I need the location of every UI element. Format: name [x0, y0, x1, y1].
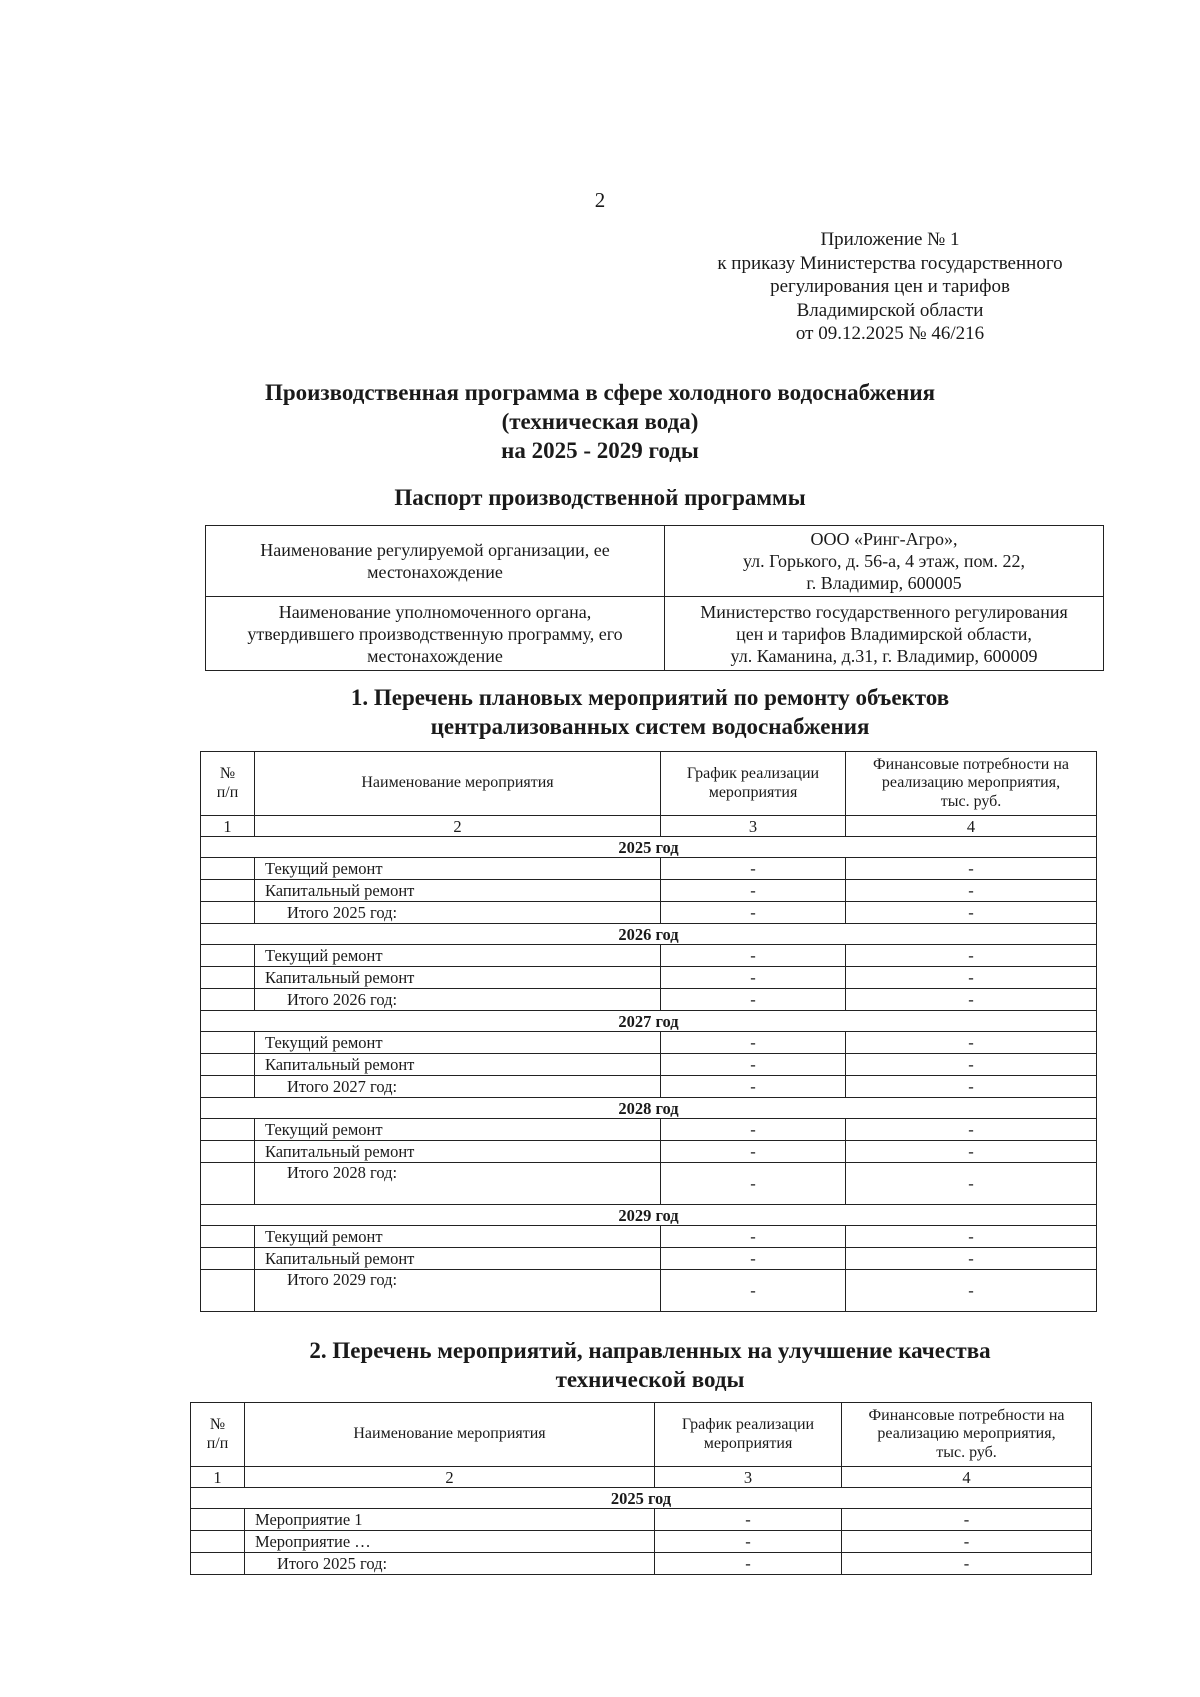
measure-name: Капитальный ремонт — [255, 880, 661, 902]
header-row — [201, 752, 1097, 816]
table-row — [201, 945, 1097, 967]
row-number — [201, 858, 255, 880]
passport-value: Министерство государственного регулирования цен и тарифов Владимирской области, ул. Каманина, д.31, г. Владимир, 600009 — [665, 597, 1104, 671]
year-label: 2029 год — [201, 1205, 1097, 1226]
year-row — [201, 924, 1097, 945]
row-number — [201, 1141, 255, 1163]
appendix-line: Приложение № 1 — [820, 229, 960, 250]
finance-value: - — [846, 945, 1097, 967]
header-finance: Финансовые потребности на реализацию мероприятия, тыс. руб. — [842, 1403, 1092, 1467]
row-number — [201, 945, 255, 967]
header-schedule: График реализации мероприятия — [655, 1403, 842, 1467]
finance-value: - — [846, 1054, 1097, 1076]
document-title — [200, 378, 1000, 465]
header-schedule: График реализации мероприятия — [661, 752, 846, 816]
total-row — [201, 1076, 1097, 1098]
row-number — [201, 1248, 255, 1270]
total-finance: - — [846, 902, 1097, 924]
column-number: 4 — [846, 816, 1097, 837]
column-number: 3 — [655, 1467, 842, 1488]
finance-value: - — [846, 1226, 1097, 1248]
total-label: Итого 2027 год: — [255, 1076, 661, 1098]
column-number-row — [201, 816, 1097, 837]
measure-name: Капитальный ремонт — [255, 1248, 661, 1270]
total-finance: - — [846, 1163, 1097, 1205]
header-num: № п/п — [201, 752, 255, 816]
column-number: 1 — [201, 816, 255, 837]
total-finance: - — [846, 1270, 1097, 1312]
total-label: Итого 2025 год: — [255, 902, 661, 924]
schedule-value: - — [661, 967, 846, 989]
finance-value: - — [846, 1032, 1097, 1054]
header-num: № п/п — [191, 1403, 245, 1467]
total-label: Итого 2028 год: — [255, 1163, 661, 1205]
measure-name: Текущий ремонт — [255, 945, 661, 967]
finance-value: - — [846, 1248, 1097, 1270]
schedule-value: - — [661, 880, 846, 902]
appendix-line: регулирования цен и тарифов — [770, 276, 1010, 297]
measure-name: Капитальный ремонт — [255, 1054, 661, 1076]
year-row — [201, 1205, 1097, 1226]
passport-label: Наименование регулируемой организации, ее местонахождение — [206, 526, 665, 597]
column-number-row — [191, 1467, 1092, 1488]
row-number — [201, 1119, 255, 1141]
measure-name: Текущий ремонт — [255, 858, 661, 880]
total-schedule: - — [655, 1553, 842, 1575]
section1-title: 1. Перечень плановых мероприятий по ремонту объектов централизованных систем водоснабжения — [350, 685, 950, 739]
row-number — [201, 1226, 255, 1248]
schedule-value: - — [661, 1032, 846, 1054]
finance-value: - — [846, 858, 1097, 880]
total-schedule: - — [661, 1076, 846, 1098]
measure-name: Текущий ремонт — [255, 1119, 661, 1141]
schedule-value: - — [661, 1141, 846, 1163]
finance-value: - — [846, 967, 1097, 989]
year-row — [201, 1098, 1097, 1119]
title-line: (техническая вода) — [501, 409, 699, 434]
measure-name: Мероприятие 1 — [245, 1509, 655, 1531]
table-row — [201, 1032, 1097, 1054]
table-row — [201, 1248, 1097, 1270]
total-label: Итого 2026 год: — [255, 989, 661, 1011]
row-number — [191, 1553, 245, 1575]
appendix-line: от 09.12.2025 № 46/216 — [795, 323, 985, 344]
year-label: 2027 год — [201, 1011, 1097, 1032]
quality-measures-table — [190, 1402, 1092, 1575]
total-schedule: - — [661, 902, 846, 924]
row-number — [191, 1509, 245, 1531]
repair-plan-table — [200, 751, 1097, 1312]
appendix-line: Владимирской области — [796, 299, 984, 321]
table-row — [201, 1141, 1097, 1163]
total-row — [191, 1553, 1092, 1575]
year-label: 2028 год — [201, 1098, 1097, 1119]
section2-title: 2. Перечень мероприятий, направленных на улучшение качества технической воды — [309, 1338, 991, 1392]
appendix-line: к приказу Министерства государственного — [717, 252, 1063, 274]
passport-row — [206, 526, 1104, 597]
measure-name: Мероприятие … — [245, 1531, 655, 1553]
year-row — [191, 1488, 1092, 1509]
passport-title: Паспорт производственной программы — [394, 485, 806, 510]
year-label: 2025 год — [191, 1488, 1092, 1509]
row-number — [201, 902, 255, 924]
table-row — [201, 880, 1097, 902]
row-number — [201, 880, 255, 902]
schedule-value: - — [661, 1248, 846, 1270]
measure-name: Капитальный ремонт — [255, 967, 661, 989]
measure-name: Капитальный ремонт — [255, 1141, 661, 1163]
schedule-value: - — [661, 945, 846, 967]
schedule-value: - — [655, 1531, 842, 1553]
table-row — [191, 1531, 1092, 1553]
passport-row — [206, 597, 1104, 671]
year-label: 2026 год — [201, 924, 1097, 945]
schedule-value: - — [661, 1054, 846, 1076]
finance-value: - — [846, 880, 1097, 902]
table-row — [201, 1119, 1097, 1141]
total-schedule: - — [661, 989, 846, 1011]
table-row — [201, 1226, 1097, 1248]
header-name: Наименование мероприятия — [255, 752, 661, 816]
column-number: 2 — [245, 1467, 655, 1488]
total-row — [201, 902, 1097, 924]
row-number — [191, 1531, 245, 1553]
finance-value: - — [842, 1531, 1092, 1553]
title-line: Производственная программа в сфере холодного водоснабжения — [264, 380, 936, 405]
total-row — [201, 1270, 1097, 1312]
total-label: Итого 2025 год: — [245, 1553, 655, 1575]
finance-value: - — [846, 1119, 1097, 1141]
total-finance: - — [842, 1553, 1092, 1575]
column-number: 2 — [255, 816, 661, 837]
row-number — [201, 989, 255, 1011]
page-number: 2 — [594, 188, 606, 212]
total-finance: - — [846, 1076, 1097, 1098]
row-number — [201, 1163, 255, 1205]
table-row — [201, 1054, 1097, 1076]
header-row — [191, 1403, 1092, 1467]
total-row — [201, 989, 1097, 1011]
column-number: 1 — [191, 1467, 245, 1488]
passport-table — [205, 525, 1104, 671]
header-name: Наименование мероприятия — [245, 1403, 655, 1467]
row-number — [201, 1270, 255, 1312]
passport-value: ООО «Ринг-Агро», ул. Горького, д. 56-а, 4 этаж, пом. 22, г. Владимир, 600005 — [665, 526, 1104, 597]
row-number — [201, 967, 255, 989]
header-finance: Финансовые потребности на реализацию мероприятия, тыс. руб. — [846, 752, 1097, 816]
year-row — [201, 837, 1097, 858]
column-number: 3 — [661, 816, 846, 837]
total-schedule: - — [661, 1163, 846, 1205]
total-label: Итого 2029 год: — [255, 1270, 661, 1312]
schedule-value: - — [661, 1226, 846, 1248]
row-number — [201, 1054, 255, 1076]
table-row — [191, 1509, 1092, 1531]
table-row — [201, 967, 1097, 989]
year-row — [201, 1011, 1097, 1032]
finance-value: - — [842, 1509, 1092, 1531]
year-label: 2025 год — [201, 837, 1097, 858]
passport-label: Наименование уполномоченного органа, утвердившего производственную программу, его местонахождение — [206, 597, 665, 671]
schedule-value: - — [655, 1509, 842, 1531]
appendix-block — [680, 228, 1100, 346]
measure-name: Текущий ремонт — [255, 1032, 661, 1054]
finance-value: - — [846, 1141, 1097, 1163]
schedule-value: - — [661, 858, 846, 880]
total-finance: - — [846, 989, 1097, 1011]
title-line: на 2025 - 2029 годы — [501, 438, 699, 463]
total-schedule: - — [661, 1270, 846, 1312]
row-number — [201, 1032, 255, 1054]
table-row — [201, 858, 1097, 880]
measure-name: Текущий ремонт — [255, 1226, 661, 1248]
schedule-value: - — [661, 1119, 846, 1141]
row-number — [201, 1076, 255, 1098]
column-number: 4 — [842, 1467, 1092, 1488]
total-row — [201, 1163, 1097, 1205]
